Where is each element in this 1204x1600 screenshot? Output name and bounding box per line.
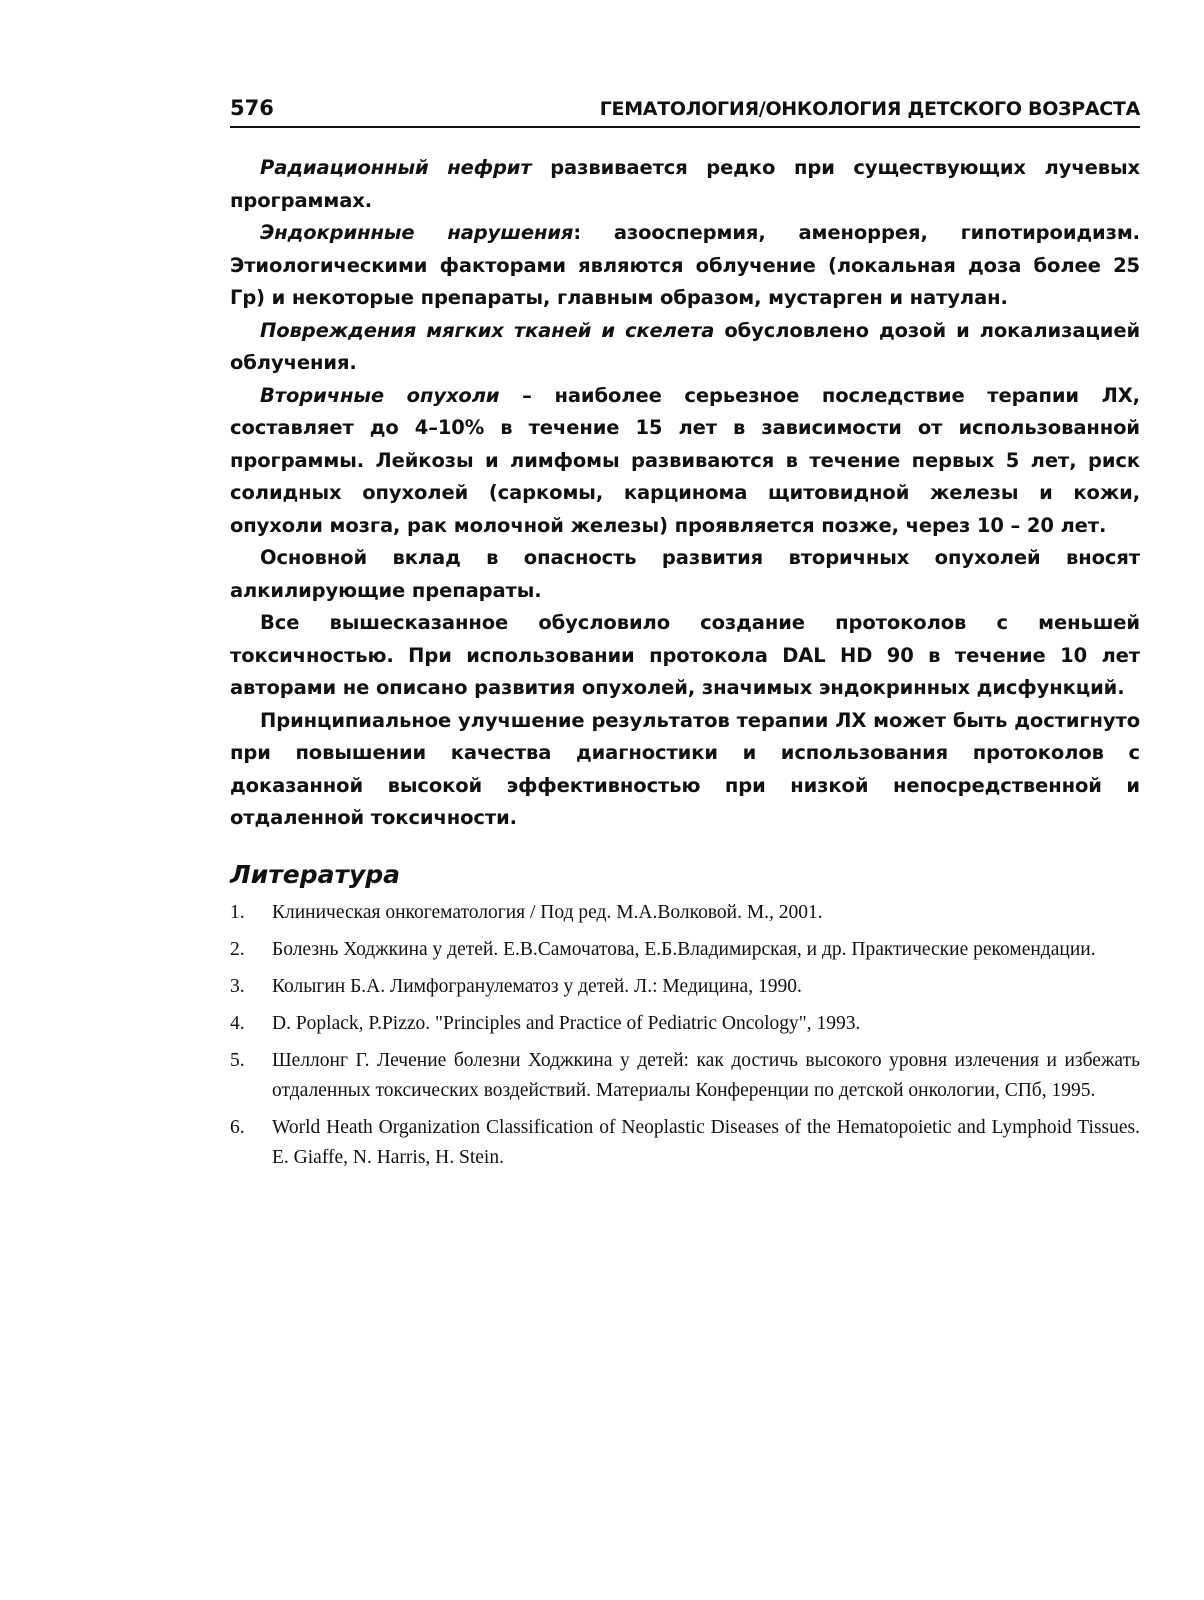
reference-item — [230, 898, 1140, 928]
paragraph-lead: Эндокринные нарушения — [260, 221, 574, 244]
reference-item — [230, 1009, 1140, 1039]
reference-text: Клиническая онкогематология / Под ред. М.А.Волковой. М., 2001. — [272, 902, 823, 923]
reference-number: 1. — [230, 902, 245, 923]
reference-text: Шеллонг Г. Лечение болезни Ходжкина у детей: как достичь высокого уровня излечения и избежать отдаленных токсических воздействий. Материалы Конференции по детской онкологии, СПб, 1995. — [272, 1050, 1140, 1101]
paragraph-lead: Вторичные опухоли — [260, 383, 500, 407]
reference-item — [230, 1046, 1140, 1106]
reference-item — [230, 972, 1140, 1002]
paragraph — [230, 607, 1140, 705]
running-title: ГЕМАТОЛОГИЯ/ОНКОЛОГИЯ ДЕТСКОГО ВОЗРАСТА — [599, 98, 1140, 120]
reference-number: 5. — [230, 1050, 245, 1071]
paragraph — [230, 705, 1140, 835]
paragraph-text: Основной вклад в опасность развития вторичных опухолей вносят алкилирующие препараты. — [230, 546, 1140, 602]
reference-number: 4. — [230, 1013, 245, 1034]
paragraph-text: развивается редко при существующих лучевых программах. — [230, 156, 1140, 212]
reference-item — [230, 1113, 1140, 1173]
reference-item — [230, 935, 1140, 965]
references-heading: Литература — [230, 860, 401, 889]
paragraph-text: : азооспермия, аменоррея, гипотироидизм. Этиологическими факторами являются облучение (локальная доза более 25 Гр) и некоторые препараты, главным образом, мустарген и натулан. — [230, 221, 1140, 309]
paragraph — [230, 542, 1140, 607]
paragraph-lead: Повреждения мягких тканей и скелета — [260, 318, 715, 342]
body-text — [230, 152, 1140, 835]
reference-number: 2. — [230, 939, 245, 960]
reference-text: D. Poplack, P.Pizzo. "Principles and Practice of Pediatric Oncology", 1993. — [272, 1013, 861, 1034]
paragraph — [230, 315, 1140, 380]
paragraph — [230, 217, 1140, 315]
paragraph — [230, 380, 1140, 543]
reference-text: Болезнь Ходжкина у детей. Е.В.Самочатова, Е.Б.Владимирская, и др. Практические рекомендации. — [272, 939, 1096, 960]
paragraph-lead: Радиационный нефрит — [260, 156, 532, 179]
paragraph-text: – наиболее серьезное последствие терапии ЛХ, составляет до 4–10% в течение 15 лет в зависимости от использованной программы. Лейкозы и лимфомы развиваются в течение первых 5 лет, риск солидных опухолей (саркомы, карцинома щитовидной железы и кожи, опухоли мозга, рак молочной железы) проявляется позже, через 10 – 20 лет. — [230, 383, 1140, 537]
reference-number: 3. — [230, 976, 245, 997]
page-number: 576 — [230, 96, 274, 120]
paragraph — [230, 152, 1140, 217]
paragraph-text: обусловлено дозой и локализацией облучения. — [230, 318, 1141, 374]
reference-text: World Heath Organization Classification of Neoplastic Diseases of the Hematopoietic and Lymphoid Tissues. E. Giaffe, N. Harris, H. Stein. — [272, 1117, 1140, 1168]
reference-text: Колыгин Б.А. Лимфогранулематоз у детей. Л.: Медицина, 1990. — [272, 976, 802, 997]
paragraph-text: Все вышесказанное обусловило создание протоколов с меньшей токсичностью. При использовании протокола DAL HD 90 в течение 10 лет авторами не описано развития опухолей, значимых эндокринных дисфункций. — [230, 611, 1140, 699]
reference-number: 6. — [230, 1117, 245, 1138]
page-header — [230, 96, 1140, 128]
references-list — [230, 898, 1140, 1180]
paragraph-text: Принципиальное улучшение результатов терапии ЛХ может быть достигнуто при повышении качества диагностики и использования протоколов с доказанной высокой эффективностью при низкой непосредственной и отдаленной токсичности. — [230, 708, 1140, 829]
